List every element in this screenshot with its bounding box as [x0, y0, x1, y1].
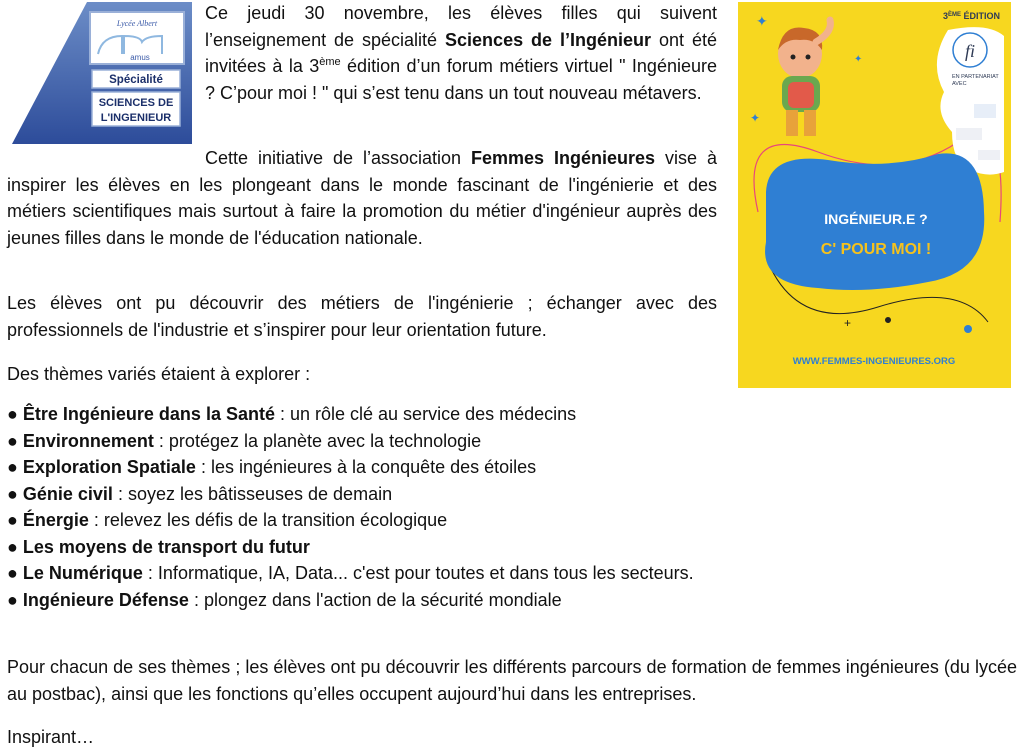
list-item	[7, 587, 907, 614]
theme-desc: : les ingénieures à la conquête des étoiles	[195, 457, 537, 477]
theme-title: Être Ingénieure dans la Santé	[22, 404, 275, 424]
closing-paragraph: Pour chacun de ses thèmes ; les élèves ont pu découvrir les différents parcours de formation de femmes ingénieures (du lycée au postbac), ainsi que les fonctions qu’elles occupent aujourd’hui dans les entreprises.	[7, 657, 1017, 704]
list-item	[7, 507, 907, 534]
theme-desc: : protégez la planète avec la technologie	[153, 430, 482, 451]
bullet-icon: ●	[7, 430, 18, 451]
intro-part3: édition d’un forum métiers virtuel " Ingénieure ? C’pour moi ! " qui s’est tenu dans un tout nouveau métavers.	[205, 56, 717, 103]
poster-decor-circle	[885, 317, 891, 323]
poster-edition: 3ÈME ÉDITION	[942, 11, 1000, 21]
intro-paragraph	[205, 0, 717, 106]
initiative-part2: vise à inspirer les élèves en les plongeant dans le monde fascinant de l'ingénierie et des métiers scientifiques mais surtout à faire la promotion du métier d'ingénieur auprès des jeunes filles dans le monde de l'éducation nationale.	[7, 148, 717, 248]
bullet-icon: ●	[7, 536, 18, 557]
inspirant-text: Inspirant…	[7, 727, 95, 747]
bullet-icon: ●	[7, 563, 18, 583]
list-item	[7, 534, 907, 561]
initiative-paragraph	[7, 145, 717, 251]
poster-dot	[964, 325, 972, 333]
initiative-bold-association: Femmes Ingénieures	[471, 148, 656, 168]
poster-title-line2: C' POUR MOI !	[820, 241, 932, 258]
theme-desc: : un rôle clé au service des médecins	[274, 404, 577, 424]
theme-title: Ingénieure Défense	[22, 589, 189, 610]
logo-label1: Spécialité	[109, 74, 163, 86]
partner-logo	[974, 104, 996, 118]
logo-label2-line1: SCIENCES DE	[98, 97, 174, 109]
bullet-icon: ●	[7, 510, 18, 530]
partner-logo	[956, 128, 982, 140]
theme-title: Génie civil	[22, 483, 113, 504]
star-icon: +	[844, 316, 852, 330]
bullet-icon: ●	[7, 483, 18, 504]
discovery-paragraph: Les élèves ont pu découvrir des métiers de l'ingénierie ; échanger avec des professionnels de l'industrie et s’inspirer pour leur orientation future.	[7, 293, 717, 340]
logo-label2-line2: L'INGENIEUR	[100, 112, 172, 124]
star-icon: ✦	[854, 54, 863, 65]
list-item	[7, 560, 907, 587]
intro-sup: ème	[319, 56, 341, 68]
theme-desc: : plongez dans l'action de la sécurité mondiale	[188, 589, 562, 610]
partner-label-2: AVEC	[952, 81, 967, 87]
logo-school-sub: amus	[130, 53, 150, 62]
partner-label-1: EN PARTENARIAT	[952, 74, 999, 80]
themes-list	[7, 401, 907, 613]
poster-url: WWW.FEMMES-INGENIEURES.ORG	[792, 356, 956, 367]
list-item	[7, 428, 907, 455]
forum-poster	[738, 2, 1011, 388]
intro-bold-specialty: Sciences de l’Ingénieur	[445, 29, 652, 50]
theme-title: Énergie	[22, 510, 89, 530]
theme-title: Les moyens de transport du futur	[22, 536, 310, 557]
theme-desc: : relevez les défis de la transition écologique	[88, 510, 448, 530]
partner-logo	[978, 150, 1000, 160]
list-item	[7, 401, 907, 428]
list-item	[7, 481, 907, 508]
intro-part2: ont été invitées à la 3	[205, 29, 717, 76]
star-icon: ✦	[756, 13, 768, 29]
list-item	[7, 454, 907, 481]
poster-title-line1: INGÉNIEUR.E ?	[824, 211, 928, 227]
theme-title: Exploration Spatiale	[22, 457, 196, 477]
bullet-icon: ●	[7, 457, 18, 477]
theme-title: Le Numérique	[22, 563, 143, 583]
initiative-part1: Cette initiative de l’association	[205, 148, 471, 168]
theme-title: Environnement	[22, 430, 154, 451]
star-icon: ✦	[750, 111, 761, 125]
logo-school-text: Lycée Albert	[116, 19, 158, 28]
theme-desc: : Informatique, IA, Data... c'est pour toutes et dans tous les secteurs.	[142, 563, 694, 583]
bullet-icon: ●	[7, 589, 18, 610]
fi-logo-mark: fi	[964, 41, 976, 61]
bullet-icon: ●	[7, 404, 18, 424]
intro-part1: Ce jeudi 30 novembre, les élèves filles qui suivent l’enseignement de spécialité	[205, 3, 717, 50]
themes-intro: Des thèmes variés étaient à explorer :	[7, 364, 311, 384]
lycee-logo	[12, 2, 194, 148]
theme-desc: : soyez les bâtisseuses de demain	[112, 483, 393, 504]
